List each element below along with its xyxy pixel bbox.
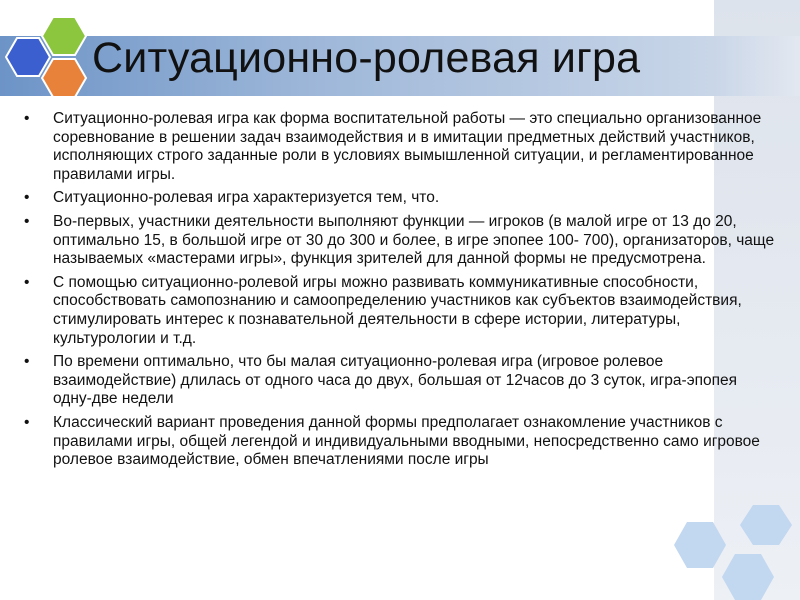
hexagon-logo <box>0 16 92 98</box>
orange-hexagon <box>42 59 86 97</box>
bullet-item <box>20 213 780 269</box>
bullet-item <box>20 414 780 470</box>
bullet-item <box>20 353 780 409</box>
light-hexagon <box>674 522 726 568</box>
bullet-marker: • <box>24 212 30 230</box>
bullet-text: По времени оптимально, что бы малая ситуационно-ролевая игра (игровое ролевое взаимодействие) длилась от одного часа до двух, большая от 12часов до 3 суток, игра-эпопея одну-две недели <box>53 353 738 408</box>
bullet-text: Ситуационно-ролевая игра как форма воспитательной работы — это специально организованное соревнование в решении задач взаимодействия и в имитации предметных действий участников, исполняющих строго заданные роли в условиях вымышленной ситуации, и регламентированное правилами игры. <box>53 110 762 183</box>
title-bar-fade <box>714 36 800 96</box>
bullet-text: С помощью ситуационно-ролевой игры можно развивать коммуникативные способности, способствовать самопознанию и самоопределению участников как субъектов взаимодействия, стимулировать интерес к познавательной деятельности в сфере истории, литературы, культурологии и т.д. <box>53 273 742 347</box>
corner-hexagon-decoration <box>656 505 800 600</box>
green-hexagon <box>42 17 86 55</box>
bullet-marker: • <box>24 273 30 291</box>
slide-title: Ситуационно-ролевая игра <box>92 34 641 82</box>
bullet-marker: • <box>24 413 30 431</box>
bullet-text: Ситуационно-ролевая игра характеризуется тем, что. <box>53 189 440 207</box>
light-hexagon <box>740 505 792 545</box>
bullet-list <box>20 110 780 475</box>
bullet-text: Классический вариант проведения данной формы предполагает ознакомление участников с правилами игры, общей легендой и индивидуальными вводными, непосредственно само игровое ролевое взаимодействие, обмен впечатлениями после игры <box>53 413 760 469</box>
bullet-marker: • <box>24 189 30 207</box>
light-hexagon <box>722 554 774 600</box>
blue-hexagon <box>6 38 50 76</box>
bullet-item <box>20 189 780 208</box>
bullet-text: Во-первых, участники деятельности выполняют функции — игроков (в малой игре от 13 до 20, оптимально 15, в большой игре от 30 до 300 и более, в игре эпопее 100- 700), организаторов, чаще называемых «мастерами игры», функция зрителей для данной формы не предусмотрена. <box>53 212 775 268</box>
bullet-item <box>20 110 780 184</box>
bullet-marker: • <box>24 110 30 127</box>
bullet-item <box>20 274 780 348</box>
bullet-marker: • <box>24 353 30 371</box>
